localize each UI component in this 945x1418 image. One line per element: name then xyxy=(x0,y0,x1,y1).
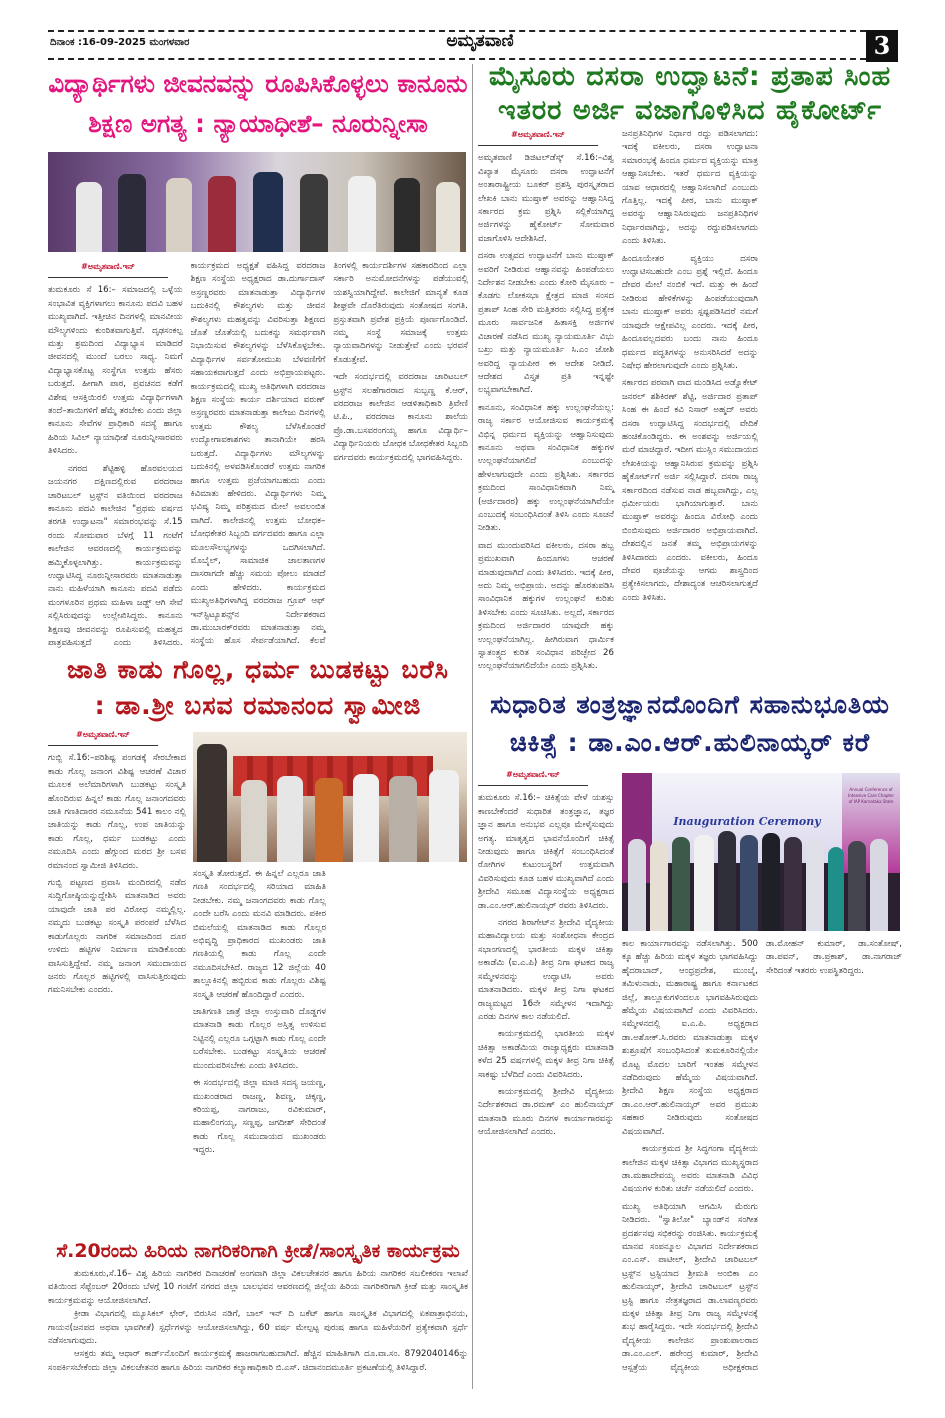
headline: ಸೆ.20ರಂದು ಹಿರಿಯ ನಾಗರಿಕರಿಗಾಗಿ ಕ್ರೀಡೆ/ಸಾಂಸ್ಕೃತಿಕ ಕಾರ್ಯಕ್ರಮ xyxy=(56,1240,460,1262)
article-body xyxy=(478,128,902,683)
article-body-col1 xyxy=(48,728,186,1233)
conference-banner-text: Annual Conference of Intensive Care Chapter of IAP Karnataka State xyxy=(847,787,895,804)
byline: #ಅಮೃತವಾಣಿ.ಇನ್ xyxy=(48,728,158,746)
paragraph: ತುಮಕೂರು ಸೆ.16:– ಚಿಕಿತ್ಸೆಯ ವೇಳೆ ಯಶಸ್ಸು ಕಾಣಬೇಕೆಂದರೆ ಸುಧಾರಿತ ತಂತ್ರಜ್ಞಾನ, ತಜ್ಞರ ಜ್ಞಾನ ಹಾಗೂ ಅನುಭವ ಎಲ್ಲವೂ ಮೇಳೈಸುವುದು ಅಗತ್ಯ. ಮಾತೃತ್ವದ ಭಾವನೆಯೊಂದಿಗೆ ಚಿಕಿತ್ಸೆ ನೀಡುವುದು ಹಾಗೂ ಚಿಕಿತ್ಸೆಗೆ ಸಂಬಂಧಿಸಿದಂತೆ ರೋಗಿಗಳ ಕುಟುಂಬಸ್ಥರಿಗೆ ಉತ್ತಮವಾಗಿ ವಿವರಿಸುವುದು ಕೂಡ ಬಹಳ ಮುಖ್ಯವಾಗಿದೆ ಎಂದು ಶ್ರೀದೇವಿ ಸಮೂಹ ವಿದ್ಯಾಸಂಸ್ಥೆಯ ಅಧ್ಯಕ್ಷರಾದ ಡಾ.ಎಂ.ಆರ್.ಹುಲಿನಾಯ್ಕರ್ ರವರು ತಿಳಿಸಿದರು. xyxy=(478,793,614,911)
paragraph: ಕ್ರೀಡಾ ವಿಭಾಗದಲ್ಲಿ ಮ್ಯೂಸಿಕಲ್ ಛೇರ್, ಬಿರುಸಿನ ನಡಿಗೆ, ಬಾಲ್ ಇನ್ ದಿ ಬಕೆಟ್ ಹಾಗೂ ಸಾಂಸ್ಕೃತಿಕ ವಿಭಾಗದಲ್ಲಿ ಏಕಪಾತ್ರಾಭಿನಯ, ಗಾಯನ(ಜನಪದ ಅಥವಾ ಭಾವಗೀತೆ) ಸ್ಪರ್ಧೆಗಳನ್ನು ಆಯೋಜಿಸಲಾಗಿದ್ದು, 60 ವರ್ಷ ಮೇಲ್ಪಟ್ಟ ಪುರುಷ ಹಾಗೂ ಮಹಿಳೆಯರಿಗೆ ಪ್ರತ್ಯೇಕವಾಗಿ ಸ್ಪರ್ಧೆ ನಡೆಸಲಾಗುವುದು. xyxy=(48,1309,468,1347)
event-photo xyxy=(48,152,466,252)
headline-line: ಇತರರ ಅರ್ಜಿ ವಜಾಗೊಳಿಸಿದ ಹೈಕೋರ್ಟ್ xyxy=(498,95,882,126)
paragraph: ಸರ್ಕಾರದ ಪರವಾಗಿ ವಾದ ಮಂಡಿಸಿದ ಅಡ್ವೊಕೇಟ್ ಜನರಲ್ ಶಶಿಕಿರಣ್ ಶೆಟ್ಟಿ, ಅರ್ಜಿದಾರ ಪ್ರತಾಪ್ ಸಿಂಹ ಈ ಹಿಂದೆ ಕವಿ ನಿಸಾರ್ ಅಹ್ಮದ್ ಅವರು ದಸರಾ ಉದ್ಘಾಟಿಸಿದ್ದ ಸಂದರ್ಭದಲ್ಲಿ ವೇದಿಕೆ ಹಂಚಿಕೊಂಡಿದ್ದರು. ಈ ಅಂಶವನ್ನು ಅರ್ಜಿಯಲ್ಲಿ ಮರೆ ಮಾಚಿದ್ದಾರೆ. ಇದೀಗ ಮುಸ್ಲಿಂ ಸಮುದಾಯದ ಲೇಖಕಿಯನ್ನು ಆಹ್ವಾನಿಸಿರುವ ಕ್ರಮವನ್ನು ಪ್ರಶ್ನಿಸಿ ಹೈಕೋರ್ಟ್‌ಗೆ ಅರ್ಜಿ ಸಲ್ಲಿಸಿದ್ದಾರೆ. ದಸರಾ ರಾಜ್ಯ ಸರ್ಕಾರದಿಂದ ನಡೆಸುವ ನಾಡ ಹಬ್ಬವಾಗಿದ್ದು, ಎಲ್ಲ ಧರ್ಮೀಯರು ಭಾಗಿಯಾಗುತ್ತಾರೆ. ಬಾನು ಮುಷ್ತಾಕ್ ಅವರನ್ನು ಹಿಂದೂ ವಿರೋಧಿ ಎಂದು ಬಿಂಬಿಸುವುದು ಅರ್ಜಿದಾರರ ಅಭಿಪ್ರಾಯವಾಗಿದೆ. ದೇಶದಲ್ಲಿನ ಜನತೆ ತಮ್ಮ ಅಭಿಪ್ರಾಯಗಳನ್ನು ತಿಳಿಸಿದಾರದು ಎಂದರು. ವಕೀಲರು, ಹಿಂದೂ ದೇವರ ಪೂಜೆಯನ್ನು ಆಗಮ ಶಾಸ್ತ್ರದಿಂದ ಪ್ರತ್ಯೇಕಿಸಲಾಗದು, ದೇಶಾದ್ಯಂತ ಆಚರಿಸಲಾಗುತ್ತದೆ ಎಂದು ತಿಳಿಸಿತು. xyxy=(622,378,758,603)
byline: #ಅಮೃತವಾಣಿ.ಇನ್ xyxy=(478,768,588,786)
paragraph: ಗುಬ್ಬಿ ಸೆ.16:–ಪರಿಶಿಷ್ಟ ಪಂಗಡಕ್ಕೆ ಸೇರಬೇಕಾದ ಕಾಡು ಗೊಲ್ಲ ಜನಾಂಗ ವಿಶಿಷ್ಟ ಆಚರಣೆ ವಿಚಾರ ಮೂಲಕ ಅಲೆಮಾರಿಗಳಾಗಿ ಬುಡಕಟ್ಟು ಸಂಸ್ಕೃತಿ ಹೊಂದಿರುವ ಹಿನ್ನಲೆ ಕಾಡು ಗೊಲ್ಲ ಜನಾಂಗದವರು ಜಾತಿ ಗಣತಿದಾರರ ನಮೂನೆಯ 541 ಕಾಲಂ ನಲ್ಲಿ ಜಾತಿಯನ್ನು ಕಾಡು ಗೊಲ್ಲ, ಉಪ ಜಾತಿಯನ್ನು ಕಾಡು ಗೊಲ್ಲ, ಧರ್ಮ ಬುಡಕಟ್ಟು ಎಂದು ನಮೂದಿಸಿ ಎಂದು ಹೆಗ್ಗುಂದ ಮಠದ ಶ್ರೀ ಬಸವ ರಮಾನಂದ ಸ್ವಾಮೀಜಿ ತಿಳಿಸಿದರು. xyxy=(48,753,186,871)
paragraph: ತುಮಕೂರು ಸೆ 16:– ಸಮಾಜದಲ್ಲಿ ಒಳ್ಳೆಯ ಸಂಭಾವಿತ ವ್ಯಕ್ತಿಗಳಾಗಲು ಕಾನೂನು ಪದವಿ ಬಹಳ ಮುಖ್ಯವಾಗಿದೆ. ಇತ್ತೀಚಿನ ದಿನಗಳಲ್ಲಿ ಮಾನವೀಯ ಮೌಲ್ಯಗಳಿಂದು ಕುಂಠಿತವಾಗುತ್ತಿವೆ. ದೃಢಸಂಕಲ್ಪ ಮತ್ತು ಶ್ರಮದಿಂದ ವಿದ್ಯಾಭ್ಯಾಸ ಮಾಡಿದರೆ ಜೀವನದಲ್ಲಿ ಮುಂದೆ ಬರಲು ಸಾಧ್ಯ. ನಿಮಗೆ ವಿದ್ಯಾಭ್ಯಾಸಕೊಟ್ಟ ಸಂಸ್ಥೆಗೂ ಉತ್ತಮ ಹೆಸರು ಬರುತ್ತದೆ. ಹೀಗಾಗಿ ಪಾಠ, ಪ್ರವಚನದ ಕಡೆಗೆ ವಿಶೇಷ ಆಸಕ್ತಿಯಿರಲಿ ಉತ್ತಮ ವಿದ್ಯಾರ್ಥಿಗಳಾಗಿ ತಂದೆ–ತಾಯಿಗಳಿಗೆ ಹೆಮ್ಮೆ ತರಬೇಕು ಎಂದು ಜಿಲ್ಲಾ ಕಾನೂನು ಸೇವೆಗಳ ಪ್ರಾಧಿಕಾರಿ ಸದಸ್ಯೆ ಹಾಗೂ ಹಿರಿಯ ಸಿವಿಲ್ ನ್ಯಾಯಾಧೀಶೆ ನೂರುನ್ನೀಸಾರವರು ತಿಳಿಸಿದರು. xyxy=(48,285,183,457)
headline-line: : ಡಾ.ಶ್ರೀ ಬಸವ ರಮಾನಂದ ಸ್ವಾಮೀಜಿ xyxy=(94,691,422,720)
paragraph: ಕಾರ್ಯಕ್ರಮದಲ್ಲಿ ಶ್ರೀದೇವಿ ವೈದ್ಯಕೀಯ ನಿರ್ದೇಶಕರಾದ ಡಾ.ರಮಣ್ ಎಂ ಹುಲಿನಾಯ್ಕರ್ ಮಾತನಾಡಿ ಮೂರು ದಿನಗಳ ಕಾರ್ಯಾಗಾರವನ್ನು ಆಯೋಜಿಸಲಾಗಿದೆ ಎಂದರು. xyxy=(478,1086,614,1138)
paragraph: ನಗರದ ಶಿರಾಗೇಟ್‌ನ ಶ್ರೀದೇವಿ ವೈದ್ಯಕೀಯ ಮಹಾವಿದ್ಯಾಲಯ ಮತ್ತು ಸಂಶೋಧನಾ ಕೇಂದ್ರದ ಸಭಾಂಗಣದಲ್ಲಿ ಭಾರತೀಯ ಮಕ್ಕಳ ಚಿಕಿತ್ಸಾ ಅಕಾಡೆಮಿ (ಐ.ಎ.ಪಿ) ತೀವ್ರ ನಿಗಾ ಘಟಕದ ರಾಜ್ಯ ಸಮ್ಮೇಳನವನ್ನು ಉದ್ಘಾಟಿಸಿ ಅವರು ಮಾತನಾಡಿದರು. ಮಕ್ಕಳ ತೀವ್ರ ನಿಗಾ ಘಟಕದ ರಾಜ್ಯಮಟ್ಟದ 16ನೇ ಸಮ್ಮೇಳನ ಇದಾಗಿದ್ದು ಎರಡು ದಿನಗಳ ಕಾಲ ನಡೆಯಲಿದೆ. xyxy=(478,918,614,1022)
article-body-col1 xyxy=(478,768,614,1388)
paragraph: ದಸರಾ ಉತ್ಸವದ ಉದ್ಘಾಟನೆಗೆ ಬಾನು ಮುಷ್ತಾಕ್ ಅವರಿಗೆ ನೀಡಿರುವ ಆಹ್ವಾನವನ್ನು ಹಿಂಪಡೆಯಲು ನಿರ್ದೇಶನ ನೀಡಬೇಕು ಎಂದು ಕೋರಿ ಮೈಸೂರು – ಕೊಡಗು ಲೋಕಸಭಾ ಕ್ಷೇತ್ರದ ಮಾಜಿ ಸಂಸದ ಪ್ರತಾಪ್ ಸಿಂಹ ಸೇರಿ ಮತ್ತಿತರರು ಸಲ್ಲಿಸಿದ್ದ ಪ್ರತ್ಯೇಕ ಮೂರು ಸಾರ್ವಜನಿಕ ಹಿತಾಸಕ್ತಿ ಅರ್ಜಿಗಳ ವಿಚಾರಣೆ ನಡೆಸಿದ ಮುಖ್ಯ ನ್ಯಾಯಮೂರ್ತಿ ವಿಭು ಬಖ್ರು ಮತ್ತು ನ್ಯಾಯಮೂರ್ತಿ ಸಿ.ಎಂ ಜೋಶಿ ಅವರಿದ್ದ ನ್ಯಾಯಪೀಠ ಈ ಆದೇಶ ನೀಡಿದೆ. ಆದೇಶದ ವಿಸ್ತೃತ ಪ್ರತಿ ಇನ್ನಷ್ಟೇ ಲಭ್ಯವಾಗಬೇಕಾಗಿದೆ. xyxy=(478,251,614,396)
paragraph: ಜನಪ್ರತಿನಿಧಿಗಳ ನಿರ್ಧಾರ ರದ್ದು ಪಡಿಸಲಾಗದು: ಇದಕ್ಕೆ ವಕೀಲರು, ದಸರಾ ಉದ್ಘಾಟನಾ ಸಮಾರಂಭಕ್ಕೆ ಹಿಂದೂ ಧರ್ಮದ ವ್ಯಕ್ತಿಯನ್ನು ಮಾತ್ರ ಆಹ್ವಾನಿಸಬೇಕು. ಇತರೆ ಧರ್ಮದ ವ್ಯಕ್ತಿಯನ್ನು ಯಾವ ಆಧಾರದಲ್ಲಿ ಆಹ್ವಾನಿಸಲಾಗಿದೆ ಎಂಬುದು ಗೊತ್ತಿಲ್ಲ. ಇದಕ್ಕೆ ಪೀಠ, ಬಾನು ಮುಷ್ತಾಕ್ ಅವರನ್ನು ಆಹ್ವಾನಿಸಿರುವುದು ಜನಪ್ರತಿನಿಧಿಗಳ ನಿರ್ಧಾರವಾಗಿದ್ದು, ಅದನ್ನು ರದ್ದುಪಡಿಸಲಾಗದು ಎಂದು ತಿಳಿಸಿತು. xyxy=(622,129,758,247)
paragraph: ಅಮೃತವಾಣಿ ಡಿಜಿಟಲ್‌ಡೆಸ್ಕ್ ಸೆ.16:–ವಿಶ್ವ ವಿಖ್ಯಾತ ಮೈಸೂರು ದಸರಾ ಉದ್ಘಾಟನೆಗೆ ಅಂತಾರಾಷ್ಟ್ರೀಯ ಬೂಕರ್ ಪ್ರಶಸ್ತಿ ಪುರಸ್ಕೃತರಾದ ಲೇಖಕಿ ಬಾನು ಮುಷ್ತಾಕ್ ಅವರನ್ನು ಆಹ್ವಾನಿಸಿದ್ದ ಸರ್ಕಾರದ ಕ್ರಮ ಪ್ರಶ್ನಿಸಿ ಸಲ್ಲಿಕೆಯಾಗಿದ್ದ ಅರ್ಜಿಗಳನ್ನು ಹೈಕೋರ್ಟ್ ಸೋಮವಾರ ವಜಾಗೊಳಿಸಿ ಆದೇಶಿಸಿದೆ. xyxy=(478,153,614,244)
byline: #ಅಮೃತವಾಣಿ.ಇನ್ xyxy=(478,128,598,146)
paragraph: ಮುಖ್ಯ ಅತಿಥಿಯಾಗಿ ಆಗಮಿಸಿ ಮೆರುಗು ನೀಡಿದರು. "ಸ್ವಾತಿಲೋ" ಬ್ಯಾಂಡ್‌ನ ಸಂಗೀತ ಪ್ರದರ್ಶನವು ಸಭಿಕರನ್ನು ರಂಜಿಸಿತು. ಕಾರ್ಯಕ್ರಮಕ್ಕೆ ಮಾನವ ಸಂಪನ್ಮೂಲ ವಿಭಾಗದ ನಿರ್ದೇಶಕರಾದ ಎಂ.ಎಸ್. ಪಾಟೀಲ್, ಶ್ರೀದೇವಿ ಚಾರಿಟಬಲ್ ಟ್ರಸ್ಟ್‌ನ ಟ್ರಸ್ಟಿಯಾದ ಶ್ರೀಮತಿ ಅಂಬಿಕಾ ಎಂ ಹುಲಿನಾಯ್ಕರ್, ಶ್ರೀದೇವಿ ಚಾರಿಟಬಲ್ ಟ್ರಸ್ಟ್‌ನ ಟ್ರಸ್ಟಿ ಹಾಗೂ ನೇತ್ರತಜ್ಞರಾದ ಡಾ.ಲಾವಣ್ಯರವರು ಮಕ್ಕಳ ಚಿಕಿತ್ಸಾ ತೀವ್ರ ನಿಗಾ ರಾಜ್ಯ ಸಮ್ಮೇಳನಕ್ಕೆ ಶುಭ ಹಾರೈಸಿದ್ದರು. ಇದೇ ಸಂದರ್ಭದಲ್ಲಿ ಶ್ರೀದೇವಿ ವೈದ್ಯಕೀಯ ಕಾಲೇಜಿನ ಪ್ರಾಂಶುಪಾಲರಾದ ಡಾ.ಎಂ.ಎಲ್. ಹರೇಂದ್ರ ಕುಮಾರ್, ಶ್ರೀದೇವಿ ಆಸ್ಪತ್ರೆಯ ವೈದ್ಯಕೀಯ ಅಧೀಕ್ಷಕರಾದ ಡಾ.ಮೋಹನ್ ಕುಮಾರ್, ಡಾ.ಸಂತೋಷ್, ಡಾ.ಪವನ್, ಡಾ.ಪ್ರಕಾಶ್, ಡಾ.ನಾಗರಾಜ್ ಸೇರಿದಂತೆ ಇತರರು ಉಪಸ್ಥಿತರಿದ್ದರು. xyxy=(622,939,902,1373)
headline xyxy=(48,652,468,724)
paragraph: ಕಾನೂನು, ಸಂವಿಧಾನಿಕ ಹಕ್ಕು ಉಲ್ಲಂಘನೆಯಲ್ಲ: ರಾಜ್ಯ ಸರ್ಕಾರ ಆಯೋಜಿಸುವ ಕಾರ್ಯಕ್ರಮಕ್ಕೆ ವಿಭಿನ್ನ ಧರ್ಮದ ವ್ಯಕ್ತಿಯನ್ನು ಆಹ್ವಾನಿಸುವುದು ಕಾನೂನು ಅಥವಾ ಸಂವಿಧಾನಿಕ ಹಕ್ಕುಗಳ ಉಲ್ಲಂಘನೆಯಾಗಲಿದೆ ಎಂಬುದನ್ನು ಹೇಳಲಾಗುವುದೇ ಎಂದು ಪ್ರಶ್ನಿಸಿತು. ಸರ್ಕಾರದ ಕ್ರಮದಿಂದ ಸಾಂವಿಧಾನಿಕವಾಗಿ ನಿಮ್ಮ (ಅರ್ಜಿದಾರರ) ಹಕ್ಕು ಉಲ್ಲಂಘನೆಯಾಗಿವೆಯೇ ಎಂಬುದಕ್ಕೆ ಸಂಬಂಧಿಸಿದಂತೆ ತಿಳಿಸಿ ಎಂದು ಸೂಚನೆ ನೀಡಿತು. xyxy=(478,402,614,534)
inauguration-banner-text: Inauguration Ceremony xyxy=(673,815,821,828)
issue-date: ದಿನಾಂಕ :16-09-2025 ಮಂಗಳವಾರ xyxy=(50,37,190,48)
column-divider xyxy=(472,64,473,1389)
paragraph: ಜಾತಿಗಣತಿ ಜಾತ್ರೆ ಜಿಲ್ಲಾ ಉಸ್ತುವಾರಿ ದೊಡ್ಡಗಳ ಮಾತನಾಡಿ ಕಾಡು ಗೊಲ್ಲರ ಅಸ್ತಿತ್ವ ಉಳಿಸುವ ನಿಟ್ಟಿನಲ್ಲಿ ಎಲ್ಲರೂ ಒಗ್ಗಟ್ಟಾಗಿ ಕಾಡು ಗೊಲ್ಲ ಎಂದೇ ಬರೆಸಬೇಕು. ಬುಡಕಟ್ಟು ಸಂಸ್ಕೃತಿಯ ಆಚರಣೆ ಮುಂದುವರಿಸಬೇಕು ಎಂದು ತಿಳಿಸಿದರು. xyxy=(193,1007,326,1071)
paragraph: ಸಂಸ್ಕೃತಿ ತೋರುತ್ತದೆ. ಈ ಹಿನ್ನಲೆ ಎಲ್ಲರೂ ಜಾತಿ ಗಣತಿ ಸಂದರ್ಭದಲ್ಲಿ ಸರಿಯಾದ ಮಾಹಿತಿ ನೀಡಬೇಕು. ನಮ್ಮ ಜನಾಂಗದವರು ಕಾಡು ಗೊಲ್ಲ ಎಂದೇ ಬರೆಸಿ ಎಂದು ಮನವಿ ಮಾಡಿದರು. ಪಕೀರ ಬಿಮಲೆಯಲ್ಲಿ ಮಾತನಾಡಿದ ಕಾಡು ಗೊಲ್ಲರ ಅಭಿವೃದ್ಧಿ ಪ್ರಾಧಿಕಾರದ ಮುಖಂಡರು ಜಾತಿ ಗಣತಿಯಲ್ಲಿ ಕಾಡು ಗೊಲ್ಲ ಎಂದೇ ನಮೂದಿಸಬೇಕಿದೆ. ರಾಜ್ಯದ 12 ಜಿಲ್ಲೆಯ 40 ತಾಲ್ಲೂಕಿನಲ್ಲಿ ಹಬ್ಬಿರುವ ಕಾಡು ಗೊಲ್ಲರು ವಿಶಿಷ್ಟ ಸಂಸ್ಕೃತಿ ಆಚರಣೆ ಹೊಂದಿದ್ದಾರೆ ಎಂದರು. xyxy=(193,869,326,1000)
paragraph: ಆಸಕ್ತರು ತಮ್ಮ ಆಧಾರ್ ಕಾರ್ಡ್‌ನೊಂದಿಗೆ ಕಾರ್ಯಕ್ರಮಕ್ಕೆ ಹಾಜರಾಗಬಹುದಾಗಿದೆ. ಹೆಚ್ಚಿನ ಮಾಹಿತಿಗಾಗಿ ದೂ.ವಾ.ಸಂ. 8792040146ನ್ನು ಸಂಪರ್ಕಿಸಬೇಕೆಂದು ಜಿಲ್ಲಾ ವಿಕಲಚೇತನರ ಹಾಗೂ ಹಿರಿಯ ನಾಗರಿಕರ ಕಲ್ಯಾಣಾಧಿಕಾರಿ ಬಿ.ಎಸ್. ಚಿದಾನಂದಮೂರ್ತಿ ಪ್ರಕಟಣೆಯಲ್ಲಿ ತಿಳಿಸಿದ್ದಾರೆ. xyxy=(48,1349,468,1373)
headline-line: ಸುಧಾರಿತ ತಂತ್ರಜ್ಞಾನದೊಂದಿಗೆ ಸಹಾನುಭೂತಿಯ xyxy=(490,690,890,719)
paragraph: ಕಾಲ ಕಾರ್ಯಾಗಾರವನ್ನು ನಡೆಸಲಾಗಿತ್ತು. 500 ಕ್ಕೂ ಹೆಚ್ಚು ಹಿರಿಯ ಮಕ್ಕಳ ತಜ್ಞರು ಭಾಗವಹಿಸಿದ್ದು ಹೈದರಾಬಾದ್, ಆಂಧ್ರಪ್ರದೇಶ, ಮುಂಬೈ, ತಮಿಳುನಾಡು, ಮಹಾರಾಷ್ಟ್ರ ಹಾಗೂ ಕರ್ನಾಟಕದ ಜಿಲ್ಲೆ, ತಾಲ್ಲೂಕುಗಳಿಂದಲೂ ಭಾಗವಹಿಸಿರುವುದು ಹೆಮ್ಮೆಯ ವಿಷಯವಾಗಿದೆ ಎಂದು ವಿವರಿಸಿದರು. ಸಮ್ಮೇಳನದಲ್ಲಿ ಐ.ಎ.ಪಿ. ಅಧ್ಯಕ್ಷರಾದ ಡಾ.ಅಶೋಕ್.ಸಿ.ರವರು ಮಾತನಾಡುತ್ತಾ ಮಕ್ಕಳ ಶುಶ್ರೂಷೆಗೆ ಸಂಬಂಧಿಸಿದಂತೆ ತುಮಕೂರಿನಲ್ಲಿಯೇ ಮೊಟ್ಟ ಮೊದಲ ಬಾರಿಗೆ ಇಂತಹ ಸಮ್ಮೇಳನ ನಡೆದಿರುವುದು ಹೆಮ್ಮೆಯ ವಿಷಯವಾಗಿದೆ. ಶ್ರೀದೇವಿ ಶಿಕ್ಷಣ ಸಂಸ್ಥೆಯ ಅಧ್ಯಕ್ಷರಾದ ಡಾ.ಎಂ.ಆರ್.ಹುಲಿನಾಯ್ಕರ್ ಅವರ ಪ್ರಮುಖ ಸಹಕಾರ ನೀಡಿರುವುದು ಸಂತೋಷದ ವಿಷಯವಾಗಿದೆ. xyxy=(622,939,758,1137)
event-photo xyxy=(622,773,900,931)
paragraph: ಹಿಂದೂಯೇತರ ವ್ಯಕ್ತಿಯು ದಸರಾ ಉದ್ಘಾಟಿಸಬಹುದೇ ಎಂಬ ಪ್ರಶ್ನೆ ಇಲ್ಲಿದೆ. ಹಿಂದೂ ದೇವರ ಮೇಲೆ ನಂಬಿಕೆ ಇದೆ. ಮತ್ತು ಈ ಹಿಂದೆ ನೀಡಿರುವ ಹೇಳಿಕೆಗಳನ್ನು ಹಿಂಪಡೆಯುವುದಾಗಿ ಬಾನು ಮುಷ್ತಾಕ್ ಅವರು ಸ್ಪಷ್ಟಪಡಿಸಿದರೆ ನಮಗೆ ಯಾವುದೇ ಆಕ್ಷೇಪವಿಲ್ಲ ಎಂದರು. ಇದಕ್ಕೆ ಪೀಠ, ಹಿಂದೂವಲ್ಲದವರು ಬಂದು ನಾನು ಹಿಂದೂ ಧರ್ಮದ ಪದ್ಧತಿಗಳನ್ನು ಅನುಸರಿಸಿದರೆ ಅದನ್ನು ನಿಷೇಧ ಹೇರಲಾಗುವುದೇ ಎಂದು ಪ್ರಶ್ನಿಸಿತು. xyxy=(622,253,758,371)
headline xyxy=(48,64,468,144)
paragraph: ನಗರದ ಶೆಟ್ಟಿಹಳ್ಳಿ ಹೊರವಲಯದ ಜಯನಗರ ದಕ್ಷಿಣದಲ್ಲಿರುವ ವರದರಾಜ ಚಾರಿಟಬಲ್ ಟ್ರಸ್ಟ್‌ನ ವತಿಯಿಂದ ವರದರಾಜ ಕಾನೂನು ಪದವಿ ಕಾಲೇಜಿನ "ಪ್ರಥಮ ವರ್ಷದ ತರಗತಿ ಉದ್ಘಾಟನಾ" ಸಮಾರಂಭವನ್ನು ಸೆ.15 ರಂದು ಸೋಮವಾರ ಬೆಳಗ್ಗೆ 11 ಗಂಟೆಗೆ ಕಾಲೇಜಿನ ಆವರಣದಲ್ಲಿ ಕಾರ್ಯಕ್ರಮವನ್ನು ಹಮ್ಮಿಕೊಳ್ಳಲಾಗಿತ್ತು. ಕಾರ್ಯಕ್ರಮವನ್ನು ಉದ್ಘಾಟಿಸಿದ್ದ ನೂರುನ್ನೀಸಾರವರು ಮಾತನಾಡುತ್ತಾ ನಾನು ಮಹಿಳೆಯಾಗಿ ಕಾನೂನು ಪದವಿ ಪಡೆದು ಮಂಗಳೂರಿನ ಪ್ರಥಮ ಮಹಿಳಾ ಜಡ್ಜ್ ಆಗಿ ಸೇವೆ ಸಲ್ಲಿಸಿರುವುದನ್ನು ಉಲ್ಲೇಖಿಸಿದ್ದರು. ಕಾನೂನು ಶಿಕ್ಷಣವು ಜೀವನವನ್ನು ರೂಪಿಸುವಲ್ಲಿ ಮಹತ್ವದ ಪಾತ್ರವಹಿಸುತ್ತದೆ ಎಂದು ತಿಳಿಸಿದರು. ಕಾರ್ಯಕ್ರಮದ ಅಧ್ಯಕ್ಷತೆ ವಹಿಸಿದ್ದ ವರದರಾಜ ಶಿಕ್ಷಣ ಸಂಸ್ಥೆಯ ಅಧ್ಯಕ್ಷರಾದ ಡಾ.ದುರ್ಗಾದಾಸ್ ಅಸ್ರಣ್ಣರವರು ಮಾತನಾಡುತ್ತಾ ವಿದ್ಯಾರ್ಥಿಗಳ ಬದುಕಿನಲ್ಲಿ ಕೌಶಲ್ಯಗಳು ಮತ್ತು ಜೀವನ ಕೌಶಲ್ಯಗಳು ಮಹತ್ವವನ್ನು ವಿವರಿಸುತ್ತಾ ಶಿಕ್ಷಣದ ಜೊತೆ ಜೊತೆಯಲ್ಲಿ ಬದುಕನ್ನು ಸಮರ್ಥವಾಗಿ ನಿಭಾಯಿಸುವ ಕೌಶಲ್ಯಗಳನ್ನು ಬೆಳೆಸಿಕೊಳ್ಳಬೇಕು. ವಿದ್ಯಾರ್ಥಿಗಳ ಸರ್ವತೋಮುಖ ಬೆಳವಣಿಗೆಗೆ ಸಹಾಯಕವಾಗುತ್ತದೆ ಎಂದು ಅಭಿಪ್ರಾಯಪಟ್ಟರು. ಕಾರ್ಯಕ್ರಮದಲ್ಲಿ ಮುಖ್ಯ ಅತಿಥಿಗಳಾಗಿ ವರದರಾಜ ಶಿಕ್ಷಣ ಸಂಸ್ಥೆಯ ಕಾರ್ಯ ದರ್ಶಿಯಾದ ವರುಣ್ ಅಸ್ರಣ್ಣರವರು ಮಾತನಾಡುತ್ತಾ ಕಾಲೇಜು ದಿನಗಳಲ್ಲಿ ಉತ್ತಮ ಕೌಶಲ್ಯ ಬೆಳೆಸಿಕೊಂಡರೆ ಉದ್ಯೋಗಾವಕಾಶಗಳು ತಾನಾಗಿಯೇ ಹರಸಿ ಬರುತ್ತದೆ. ವಿದ್ಯಾರ್ಥಿಗಳು ಮೌಲ್ಯಗಳನ್ನು ಬದುಕಿನಲ್ಲಿ ಅಳವಡಿಸಿಕೊಂಡರೆ ಉತ್ತಮ ನಾಗರಿಕ ಹಾಗೂ ಉತ್ತಮ ಪ್ರಜೆಯಾಗಬಹುದು ಎಂದು ಕಿವಿಮಾತು ಹೇಳಿದರು. ವಿದ್ಯಾರ್ಥಿಗಳು ನಿಮ್ಮ ಭವಿಷ್ಯ ನಿಮ್ಮ ಪರಿಶ್ರಮದ ಮೇಲೆ ಅವಲಂಬಿತ ವಾಗಿದೆ. ಕಾಲೇಜಿನಲ್ಲಿ ಉತ್ತಮ ಬೋಧಕ–ಬೋಧಕೇತರ ಸಿಬ್ಬಂದಿ ವರ್ಗದವರು ಹಾಗೂ ಎಲ್ಲಾ ಮೂಲಸೌಲಭ್ಯಗಳನ್ನು ಒದಗಿಸಲಾಗಿದೆ. ಮೊಬೈಲ್, ಸಾಮಾಜಿಕ ಜಾಲತಾಣಗಳ ದಾಸರಾಗದೇ ಹೆಚ್ಚು ಸಮಯ ಪೋಲು ಮಾಡದೆ ಎಂದು ಹೇಳಿದರು. ಕಾರ್ಯಕ್ರಮದ ಮುಖ್ಯಅತಿಥಿಗಳಾಗಿದ್ದ ವರದರಾಜ ಗ್ರೂಪ್ ಆಫ್ ಇನ್‌ಸ್ಟಿಟ್ಯೂಶನ್ಸ್‌ನ ನಿರ್ದೇಶಕರಾದ ಡಾ.ಮುಬಾರಕ್‌ರವರು ಮಾತನಾಡುತ್ತಾ ನಮ್ಮ ಸಂಸ್ಥೆಯ ಹೊಸ ಸೇರ್ಪಡೆಯಾಗಿದೆ. ಕೆಲವೆ ತಿಂಗಳಲ್ಲಿ ಕಾರ್ಯದರ್ಶಿಗಳ ಸಹಕಾರದಿಂದ ಎಲ್ಲಾ ಸರ್ಕಾರಿ ಅನುಮೋದನೆಗಳನ್ನು ಪಡೆಯುವಲ್ಲಿ ಯಶಸ್ವಿಯಾಗಿದ್ದೇವೆ. ಕಾಲೇಜಿಗೆ ಮಾನ್ಯತೆ ಕೂಡ ಶೀಘ್ರವೇ ದೊರೆತಿರುವುದು ಸಂತೋಷದ ಸಂಗತಿ. ಪ್ರಸ್ತುತವಾಗಿ ಪ್ರವೇಶ ಪ್ರಕ್ರಿಯೆ ಪೂರ್ಣಗೊಂಡಿದೆ. ನಮ್ಮ ಸಂಸ್ಥೆ ಸಮಾಜಕ್ಕೆ ಉತ್ತಮ ನ್ಯಾಯವಾದಿಗಳನ್ನು ನೀಡುತ್ತೇವೆ ಎಂದು ಭರವಸೆ ಕೊಡುತ್ತೇವೆ. xyxy=(48,261,468,648)
headline-line: ಜಾತಿ ಕಾಡು ಗೊಲ್ಲ, ಧರ್ಮ ಬುಡಕಟ್ಟು ಬರೆಸಿ xyxy=(67,655,449,684)
paragraph: ಕಾರ್ಯಕ್ರಮದ ಶ್ರೀ ಸಿದ್ಧಗಂಗಾ ವೈದ್ಯಕೀಯ ಕಾಲೇಜಿನ ಮಕ್ಕಳ ಚಿಕಿತ್ಸಾ ವಿಭಾಗದ ಮುಖ್ಯಸ್ಥರಾದ ಡಾ.ಮಹಾದೇವಯ್ಯ ಅವರು ಮಾತನಾಡಿ ವಿವಿಧ ವಿಷಯಗಳ ಕುರಿತು ಚರ್ಚೆ ನಡೆಯಲಿದೆ ಎಂದರು. xyxy=(622,1144,758,1195)
article-body xyxy=(48,260,468,652)
paper-name: ಅಮೃತವಾಣಿ xyxy=(446,31,514,51)
headline-line: ಶಿಕ್ಷಣ ಅಗತ್ಯ : ನ್ಯಾಯಾಧೀಶೆ– ನೂರುನ್ನೀಸಾ xyxy=(88,109,428,138)
headline-line: ಮೈಸೂರು ದಸರಾ ಉದ್ಘಾಟನೆ: ಪ್ರತಾಪ ಸಿಂಹ xyxy=(488,61,892,92)
article-body-col2-3 xyxy=(193,868,467,1233)
paragraph: ವಾದ ಮುಂದುವರಿಸಿದ ವಕೀಲರು, ದಸರಾ ಹಬ್ಬ ಪ್ರಮುಖವಾಗಿ ಹಿಂದೂಗಳು ಆಚರಣೆ ಮಾಡುವುದಾಗಿದೆ ಎಂದು ತಿಳಿಸಿದರು. ಇದಕ್ಕೆ ಪೀಠ, ಅದು ನಿಮ್ಮ ಅಭಿಪ್ರಾಯ. ಅದನ್ನು ಹೊರತುಪಡಿಸಿ ಸಾಂವಿಧಾನಿಕ ಹಕ್ಕುಗಳ ಉಲ್ಲಂಘನೆ ಕುರಿತು ತಿಳಿಸಬೇಕು ಎಂದು ಸೂಚಿಸಿತು. ಅಲ್ಲದೆ, ಸರ್ಕಾರದ ಕ್ರಮದಿಂದ ಅರ್ಜಿದಾರರ ಯಾವುದೇ ಹಕ್ಕು ಉಲ್ಲಂಘನೆಯಾಗಿಲ್ಲ. ಹೀಗಿರುವಾಗ ಧಾರ್ಮಿಕ ಸ್ವಾತಂತ್ರ್ಯದ ಕುರಿತ ಸಂವಿಧಾನ ಪರಿಚ್ಛೇದ 26 ಉಲ್ಲಂಘನೆಯಾಗಲಿದೆಯೇ ಎಂದು ಪ್ರಶ್ನಿಸಿತು. xyxy=(478,540,614,672)
paragraph: ಈ ಸಂದರ್ಭದಲ್ಲಿ ಜಿಲ್ಲಾ ಮಾಜಿ ಸದಸ್ಯ ಜಯಣ್ಣ, ಮುಖಂಡರಾದ ರಾಜಣ್ಣ, ಶಿವಣ್ಣ, ಚಿಕ್ಕಣ್ಣ, ಕರಿಯಪ್ಪ, ನಾಗರಾಜು, ರವಿಕುಮಾರ್, ಮಹಾಲಿಂಗಯ್ಯ, ಸಣ್ಣಪ್ಪ, ಜಗದೀಶ್ ಸೇರಿದಂತೆ ಕಾಡು ಗೊಲ್ಲ ಸಮುದಾಯದ ಮುಖಂಡರು ಇದ್ದರು. xyxy=(193,1078,326,1156)
headline-line: ವಿದ್ಯಾರ್ಥಿಗಳು ಜೀವನವನ್ನು ರೂಪಿಸಿಕೊಳ್ಳಲು ಕಾನೂನು xyxy=(48,69,468,98)
paragraph: ತುಮಕೂರು,ಸೆ.16– ವಿಶ್ವ ಹಿರಿಯ ನಾಗರಿಕರ ದಿನಾಚರಣೆ ಅಂಗವಾಗಿ ಜಿಲ್ಲಾ ವಿಕಲಚೇತನರ ಹಾಗೂ ಹಿರಿಯ ನಾಗರಿಕರ ಸಬಲೀಕರಣ ಇಲಾಖೆ ವತಿಯಿಂದ ಸೆಪ್ಟೆಂಬರ್ 20ರಂದು ಬೆಳಗ್ಗೆ 10 ಗಂಟೆಗೆ ನಗರದ ಜಿಲ್ಲಾ ಬಾಲಭವನ ಆವರಣದಲ್ಲಿ ಜಿಲ್ಲೆಯ ಹಿರಿಯ ನಾಗರಿಕರಿಗಾಗಿ ಕ್ರೀಡೆ ಮತ್ತು ಸಾಂಸ್ಕೃತಿಕ ಕಾರ್ಯಕ್ರಮವನ್ನು ಆಯೋಜಿಸಲಾಗಿದೆ. xyxy=(48,1269,468,1306)
headline xyxy=(478,686,902,762)
byline: #ಅಮೃತವಾಣಿ.ಇನ್ xyxy=(48,260,168,278)
paragraph: ಗುಬ್ಬಿ ಪಟ್ಟಣದ ಪ್ರವಾಸಿ ಮಂದಿರದಲ್ಲಿ ನಡೆದ ಸುದ್ದಿಗೋಷ್ಠಿಯನ್ನುದ್ದೇಶಿಸಿ ಮಾತನಾಡಿದ ಅವರು ಯಾವುದೇ ಜಾತಿ ಪರ ವಿರೋಧ ನಮ್ಮಲ್ಲಿಲ್ಲ. ನಮ್ಮದು ಬುಡಕಟ್ಟು ಸಂಸ್ಕೃತಿ ಪರಂಪರೆ ಬೆಳೆಸಿದ ಕಾಡುಗೊಲ್ಲರು ನಾಗರಿಕ ಸಮಾಜದಿಂದ ದೂರ ಉಳಿದು ಹಟ್ಟಿಗಳ ನಿರ್ಮಾಣ ಮಾಡಿಕೊಂಡು ವಾಸಿಸುತ್ತಿದ್ದೇವೆ. ನಮ್ಮ ಜನಾಂಗ ಸಮುದಾಯದ ಜನರು ಗೊಲ್ಲರ ಹಟ್ಟಿಗಳಲ್ಲಿ ವಾಸಿಸುತ್ತಿರುವುದು ಗಮನಿಸಬೇಕು ಎಂದರು. xyxy=(48,878,186,996)
event-photo xyxy=(193,732,467,862)
page-number: 3 xyxy=(866,30,898,62)
headline xyxy=(478,60,902,128)
paragraph: ಕಾರ್ಯಕ್ರಮದಲ್ಲಿ ಭಾರತೀಯ ಮಕ್ಕಳ ಚಿಕಿತ್ಸಾ ಅಕಾಡೆಮಿಯ ರಾಜ್ಯಾಧ್ಯಕ್ಷರು ಮಾತನಾಡಿ ಕಳೆದ 25 ವರ್ಷಗಳಲ್ಲಿ ಮಕ್ಕಳ ತೀವ್ರ ನಿಗಾ ಚಿಕಿತ್ಸೆ ಸಾಕಷ್ಟು ಬೆಳೆದಿದೆ ಎಂದು ವಿವರಿಸಿದರು. xyxy=(478,1029,614,1080)
article-body xyxy=(48,1268,468,1390)
headline-line: ಚಿಕಿತ್ಸೆ : ಡಾ.ಎಂ.ಆರ್.ಹುಲಿನಾಯ್ಕರ್ ಕರೆ xyxy=(509,728,871,757)
paragraph: ಇದೇ ಸಂದರ್ಭದಲ್ಲಿ ವರದರಾಜ ಚಾರಿಟಬಲ್ ಟ್ರಸ್ಟ್‌ನ ಸಲಹೆಗಾರರಾದ ಸುಬ್ಬಣ್ಣ ಕೆ.ಆರ್, ವರದರಾಜ ಕಾಲೇಜಿನ ಆಡಳಿತಾಧಿಕಾರಿ ತ್ರಿವೇಣಿ ಟಿ.ಪಿ., ವರದರಾಜ ಕಾನೂನು ಶಾಲೆಯ ಪ್ರೊ.ಡಾ.ಬಸವರಂಗಯ್ಯ ಹಾಗೂ ವಿದ್ಯಾರ್ಥಿ– ವಿದ್ಯಾರ್ಥಿನಿಯರು ಬೋಧಕ ಬೋಧಕೇತರ ಸಿಬ್ಬಂದಿ ವರ್ಗದವರು ಕಾರ್ಯಕ್ರಮದಲ್ಲಿ ಭಾಗವಹಿಸಿದ್ದರು. xyxy=(333,372,468,463)
article-body-col2-3 xyxy=(622,938,902,1388)
